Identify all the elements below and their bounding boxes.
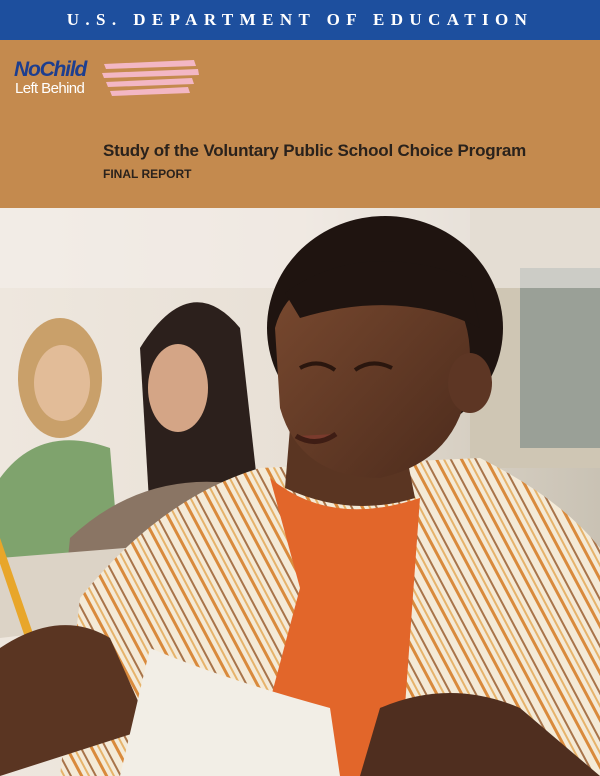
logo-wordmark-top: NoChild xyxy=(14,58,87,81)
classroom-photo-illustration xyxy=(0,208,600,776)
cover-photo xyxy=(0,208,600,776)
no-child-left-behind-logo xyxy=(14,56,204,102)
report-subtitle: FINAL REPORT xyxy=(103,167,192,181)
report-title: Study of the Voluntary Public School Choice Program xyxy=(103,141,527,160)
cover-header xyxy=(0,40,600,208)
department-banner xyxy=(0,0,600,40)
logo-wordmark-bottom: Left Behind xyxy=(15,80,85,97)
department-title: U.S. DEPARTMENT OF EDUCATION xyxy=(66,10,534,29)
logo-stripes-icon xyxy=(98,58,202,102)
